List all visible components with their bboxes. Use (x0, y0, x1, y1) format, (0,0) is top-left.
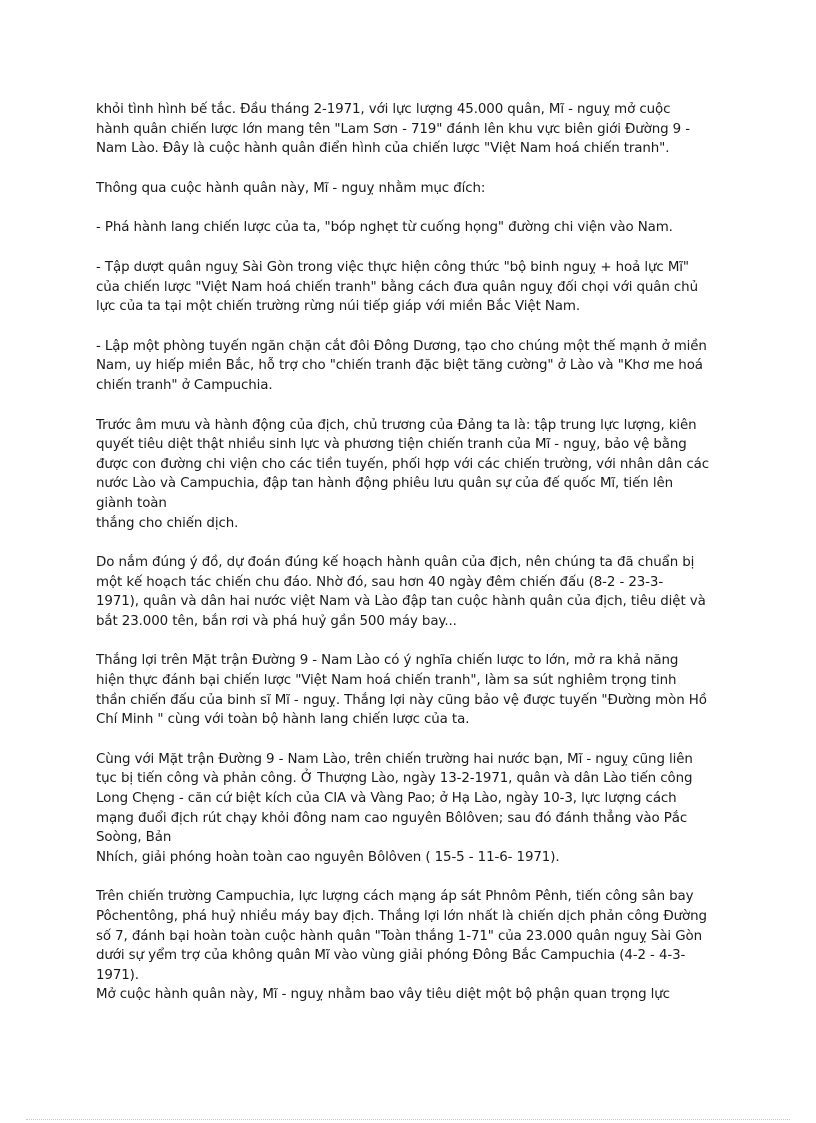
text-line: - Tập dượt quân nguỵ Sài Gòn trong việc thực hiện công thức "bộ binh nguỵ + hoả lực Mĩ" (96, 259, 689, 275)
text-line: một kế hoạch tác chiến chu đáo. Nhờ đó, sau hơn 40 ngày đêm chiến đấu (8-2 - 23-3- (96, 574, 664, 590)
text-line: lực của ta tại một chiến trường rừng núi tiếp giáp với miền Bắc Việt Nam. (96, 299, 580, 315)
paragraph-cambodia-front (96, 887, 736, 1005)
text-line: được con đường chi viện cho các tiền tuyến, phối hợp với các chiến trường, với nhân dân các (96, 456, 709, 472)
text-line: dưới sự yểm trợ của không quân Mĩ vào vùng giải phóng Đông Bắc Campuchia (4-2 - 4-3- (96, 948, 686, 964)
paragraph-laos-front (96, 750, 736, 868)
text-line: khỏi tình hình bế tắc. Đầu tháng 2-1971, với lực lượng 45.000 quân, Mĩ - nguỵ mở cuộc (96, 102, 671, 117)
text-line: Trên chiến trường Campuchia, lực lượng cách mạng áp sát Phnôm Pênh, tiến công sân bay (96, 889, 694, 905)
text-line: Nam, uy hiếp miền Bắc, hỗ trợ cho "chiến tranh đặc biệt tăng cường" ở Lào và "Khơ me hoá (96, 358, 703, 374)
text-line: mạng đuổi địch rút chạy khỏi đông nam cao nguyên Bôlôven; sau đó đánh thẳng vào Pắc (96, 810, 688, 826)
text-line: bắt 23.000 tên, bắn rơi và phá huỷ gần 500 máy bay... (96, 613, 457, 629)
text-line: Thắng lợi trên Mặt trận Đường 9 - Nam Lào có ý nghĩa chiến lược to lớn, mở ra khả năng (96, 653, 679, 669)
paragraph-bullet-3 (96, 337, 736, 396)
text-line: Nhích, giải phóng hoàn toàn cao nguyên Bôlôven ( 15-5 - 11-6- 1971). (96, 849, 560, 865)
paragraph-bullet-1 (96, 218, 736, 238)
page-bottom-divider (26, 1119, 790, 1120)
text-line: Long Chẹng - căn cứ biệt kích của CIA và Vàng Pao; ở Hạ Lào, ngày 10-3, lực lượng cách (96, 791, 677, 807)
text-line: nước Lào và Campuchia, đập tan hành động phiêu lưu quân sự của đế quốc Mĩ, tiến lên (96, 476, 673, 492)
text-line: thần chiến đấu của binh sĩ Mĩ - nguỵ. Thắng lợi này cũng bảo vệ được tuyến "Đường mòn Hồ (96, 692, 707, 708)
text-line: giành toàn (96, 495, 167, 511)
text-line: - Phá hành lang chiến lược của ta, "bóp nghẹt từ cuống họng" đường chi viện vào Nam. (96, 220, 673, 236)
text-line: hiện thực đánh bại chiến lược "Việt Nam hoá chiến tranh", làm sa sút nghiêm trọng tinh (96, 673, 677, 689)
text-line: Do nắm đúng ý đồ, dự đoán đúng kế hoạch hành quân của địch, nên chúng ta đã chuẩn bị (96, 555, 695, 571)
text-line: quyết tiêu diệt thật nhiều sinh lực và phương tiện chiến tranh của Mĩ - nguỵ, bảo vệ bằng (96, 437, 687, 453)
paragraph-campaign-result (96, 553, 736, 631)
text-line: Cùng với Mặt trận Đường 9 - Nam Lào, trên chiến trường hai nước bạn, Mĩ - nguỵ cũng liên (96, 751, 693, 767)
paragraph-party-policy (96, 416, 736, 534)
text-line: chiến tranh" ở Campuchia. (96, 377, 273, 393)
text-line: Soòng, Bản (96, 830, 172, 846)
text-line: Trước âm mưu và hành động của địch, chủ trương của Đảng ta là: tập trung lực lượng, kiên (96, 417, 697, 433)
text-line: Thông qua cuộc hành quân này, Mĩ - nguỵ nhằm mục đích: (96, 180, 486, 196)
paragraph-purpose-heading (96, 179, 736, 199)
text-line: số 7, đánh bại hoàn toàn cuộc hành quân "Toàn thắng 1-71" của 23.000 quân nguỵ Sài Gòn (96, 928, 702, 944)
document-body (96, 100, 736, 1025)
text-line: - Lập một phòng tuyến ngăn chặn cắt đôi Đông Dương, tạo cho chúng một thế mạnh ở miền (96, 338, 707, 354)
text-line: của chiến lược "Việt Nam hoá chiến tranh" bằng cách đưa quân nguỵ đối chọi với quân chủ (96, 279, 698, 295)
text-line: Pôchentông, phá huỷ nhiều máy bay địch. Thắng lợi lớn nhất là chiến dịch phản công Đường (96, 909, 707, 924)
text-line: 1971), quân và dân hai nước việt Nam và Lào đập tan cuộc hành quân của địch, tiêu diệt và (96, 594, 706, 610)
text-line: Mở cuộc hành quân này, Mĩ - nguỵ nhằm bao vây tiêu diệt một bộ phận quan trọng lực (96, 987, 670, 1003)
text-line: tục bị tiến công và phản công. Ở Thượng Lào, ngày 13-2-1971, quân và dân Lào tiến công (96, 771, 693, 787)
paragraph-bullet-2 (96, 258, 736, 317)
paragraph-victory-significance (96, 651, 736, 729)
text-line: 1971). (96, 967, 139, 983)
text-line: Chí Minh " cùng với toàn bộ hành lang chiến lược của ta. (96, 712, 470, 728)
text-line: hành quân chiến lược lớn mang tên "Lam Sơn - 719" đánh lên khu vực biên giới Đường 9 - (96, 121, 690, 137)
paragraph-intro (96, 100, 736, 159)
text-line: thắng cho chiến dịch. (96, 515, 239, 531)
text-line: Nam Lào. Đây là cuộc hành quân điển hình của chiến lược "Việt Nam hoá chiến tranh". (96, 141, 670, 157)
